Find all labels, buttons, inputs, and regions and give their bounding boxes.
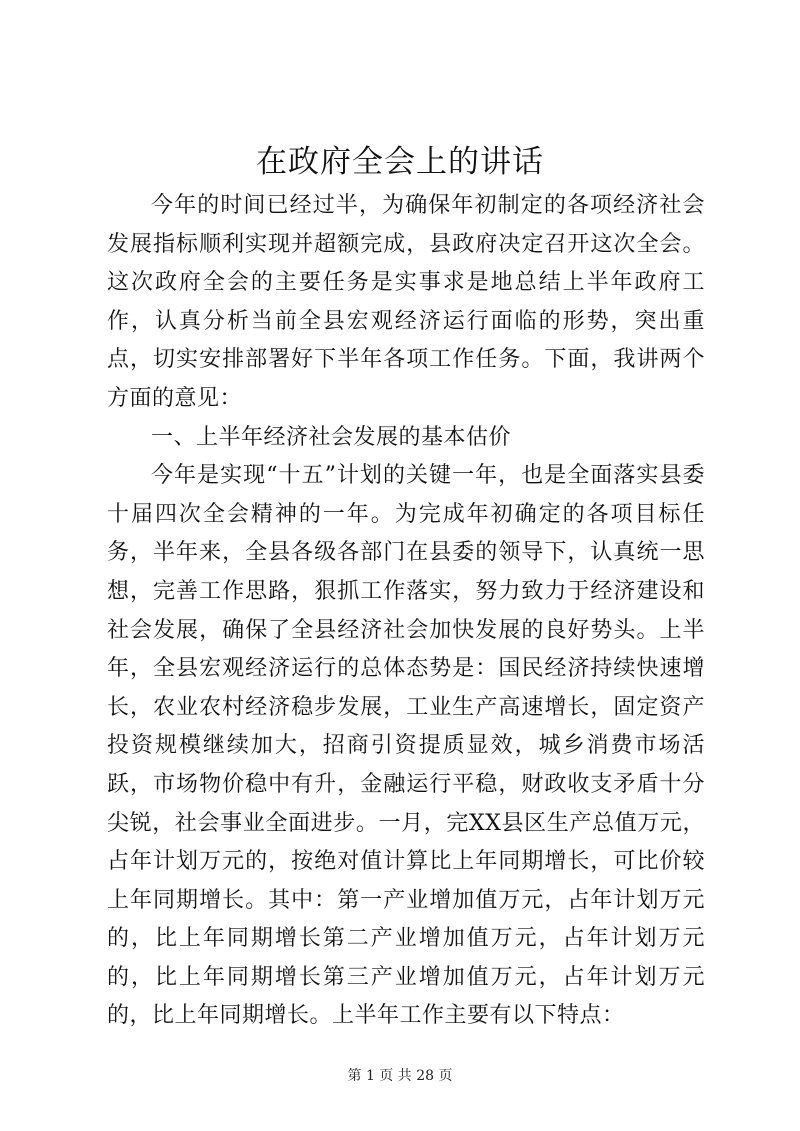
document-body xyxy=(107,187,705,1036)
section-heading: 一、上半年经济社会发展的基本估价 xyxy=(151,424,512,450)
page-footer xyxy=(0,1066,800,1086)
document-title: 在政府全会上的讲话 xyxy=(256,144,544,180)
page-number-label: 第 1 页 共 28 页 xyxy=(347,1068,453,1084)
intro-paragraph: 今年的时间已经过半，为确保年初制定的各项经济社会发展指标顺利实现并超额完成，县政府决定召开这次全会。这次政府全会的主要任务是实事求是地总结上半年政府工作，认真分析当前全县宏观经济运行面临的形势，突出重点，切实安排部署好下半年各项工作任务。下面，我讲两个方面的意见： xyxy=(107,193,705,411)
section-paragraph: 今年是实现“十五”计划的关键一年，也是全面落实县委十届四次全会精神的一年。为完成年初确定的各项目标任务，半年来，全县各级各部门在县委的领导下，认真统一思想，完善工作思路，狠抓工作落实，努力致力于经济建设和社会发展，确保了全县经济社会加快发展的良好势头。上半年，全县宏观经济运行的总体态势是：国民经济持续快速增长，农业农村经济稳步发展，工业生产高速增长，固定资产投资规模继续加大，招商引资提质显效，城乡消费市场活跃，市场物价稳中有升，金融运行平稳，财政收支矛盾十分尖锐，社会事业全面进步。一月，完XX县区生产总值万元，占年计划万元的，按绝对值计算比上年同期增长，可比价较上年同期增长。其中：第一产业增加值万元，占年计划万元的，比上年同期增长第二产业增加值万元，占年计划万元的，比上年同期增长第三产业增加值万元，占年计划万元的，比上年同期增长。上半年工作主要有以下特点： xyxy=(107,463,705,1029)
